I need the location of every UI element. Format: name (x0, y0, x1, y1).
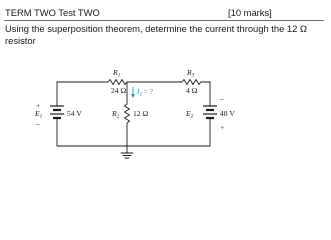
e1-plus: + (36, 101, 41, 110)
e2-value: 48 V (220, 109, 235, 118)
e2-plus: + (220, 123, 225, 132)
resistor-r1-symbol (108, 80, 127, 85)
resistor-r2-symbol (125, 104, 130, 123)
r2-label: R2 (112, 109, 120, 120)
battery-e1-symbol (50, 106, 64, 121)
r1-value: 24 Ω (111, 86, 127, 95)
resistor-r3-symbol (182, 80, 201, 85)
current-i2-arrow (131, 87, 135, 98)
e2-label: E2 (186, 109, 194, 120)
e1-minus: – (36, 119, 40, 128)
marks-label: [10 marks] (228, 7, 272, 18)
e1-value: 54 V (67, 109, 82, 118)
e2-minus: – (220, 94, 224, 103)
question-text: Using the superposition theorem, determine the current through the 12 Ω resistor (5, 23, 307, 46)
e1-label: E1 (35, 109, 43, 120)
battery-e2-symbol (203, 106, 217, 121)
test-title: TERM TWO Test TWO (5, 7, 100, 18)
r3-label: R3 (187, 68, 195, 79)
r3-value: 4 Ω (186, 86, 198, 95)
i2-label: $I_2$ = ? (137, 88, 153, 98)
r1-label: R1 (113, 68, 121, 79)
r2-value: 12 Ω (133, 109, 149, 118)
